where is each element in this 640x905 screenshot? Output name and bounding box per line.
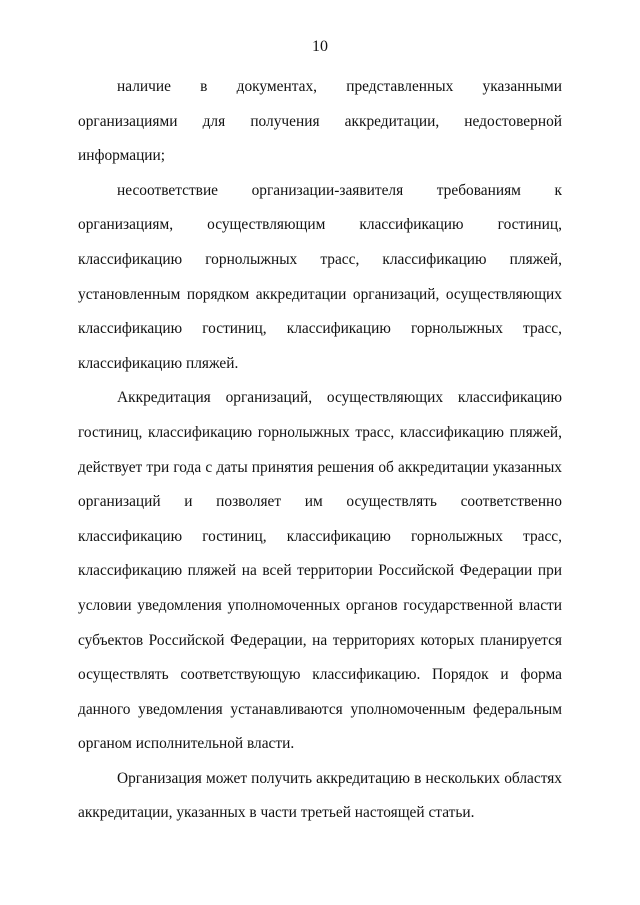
page-number: 10 <box>312 38 328 55</box>
paragraph-nonconformity: несоответствие организации-заявителя требованиям к организациям, осуществляющим классификацию гостиниц, классификацию горнолыжных трасс, классификацию пляжей, установленным порядком аккредитации организаций, осуществляющих классификацию гостиниц, классификацию горнолыжных трасс, классификацию пляжей. <box>78 181 562 372</box>
paragraph-multiple-areas: Организация может получить аккредитацию в нескольких областях аккредитации, указанных в части третьей настоящей статьи. <box>78 769 562 822</box>
paragraph-accreditation-validity: Аккредитация организаций, осуществляющих классификацию гостиниц, классификацию горнолыжных трасс, классификацию пляжей, действует три года с даты принятия решения об аккредитации указанных организаций и позволяет им осуществлять соответственно классификацию гостиниц, классификацию горнолыжных трасс, классификацию пляжей на всей территории Российской Федерации при условии уведомления уполномоченных органов государственной власти субъектов Российской Федерации, на территориях которых планируется осуществлять соответствующую классификацию. Порядок и форма данного уведомления устанавливаются уполномоченным федеральным органом исполнительной власти. <box>78 389 562 753</box>
paragraph-unreliable-information: наличие в документах, представленных указанными организациями для получения аккредитации, недостоверной информации; <box>78 78 562 165</box>
document-body <box>78 70 562 831</box>
